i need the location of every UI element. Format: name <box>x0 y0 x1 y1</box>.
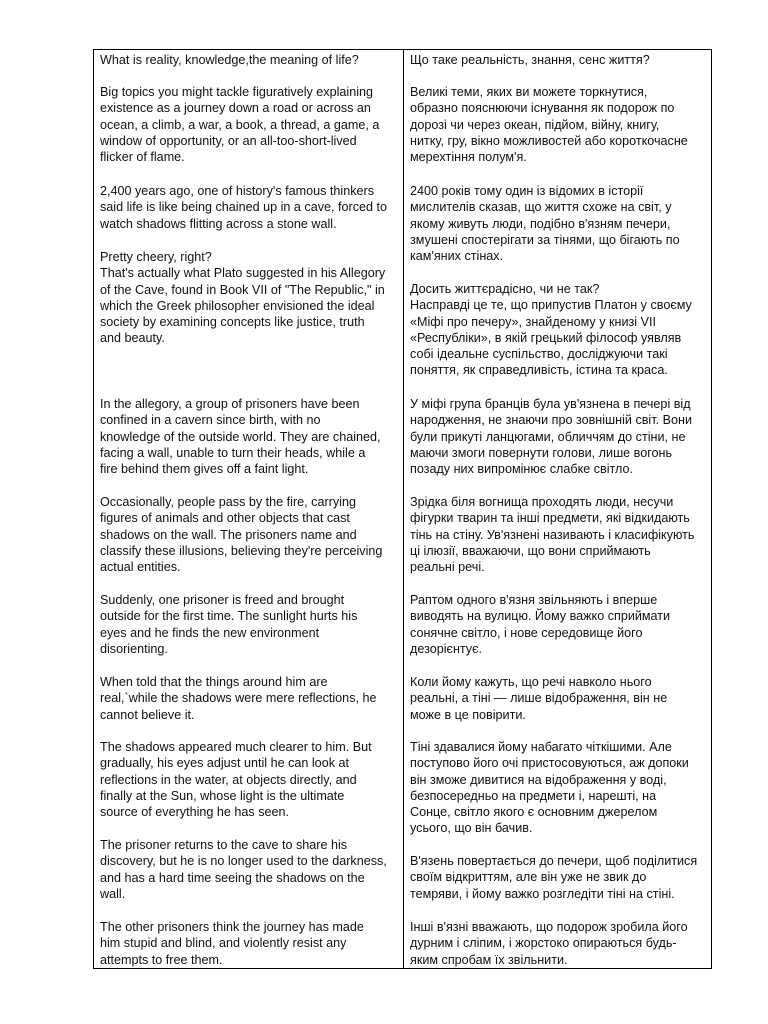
en-paragraph-10: The prisoner returns to the cave to share his discovery, but he is no longer used to the darkness, and has a hard time seeing the shadows on the wall. <box>100 838 387 901</box>
en-paragraph-11: The other prisoners think the journey has made him stupid and blind, and violently resist any attempts to free them. <box>100 920 364 967</box>
en-paragraph-9: The shadows appeared much clearer to him. But gradually, his eyes adjust until he can look at reflections in the water, at objects directly, and finally at the Sun, whose light is the ultimate source of everything he has seen. <box>100 740 372 820</box>
en-paragraph-4: Pretty cheery, right? That's actually what Plato suggested in his Allegory of the Cave, found in Book VII of "The Republic," in which the Greek philosopher envisioned the ideal society by examining concepts like justice, truth and beauty. <box>100 250 386 346</box>
en-paragraph-3: 2,400 years ago, one of history's famous thinkers said life is like being chained up in a cave, forced to watch shadows flitting across a stone wall. <box>100 184 388 231</box>
uk-paragraph-6: Зрідка біля вогнища проходять люди, несучи фігурки тварин та інші предмети, які відкидають тінь на стіну. Ув'язнені називають і класифікують ці ілюзії, вважаючи, що вони сприймають реальні речі. <box>410 495 695 575</box>
en-paragraph-5: In the allegory, a group of prisoners have been confined in a cavern since birth, with no knowledge of the outside world. They are chained, facing a wall, unable to turn their heads, while a fire behind them gives off a faint light. <box>100 397 381 477</box>
bilingual-table <box>93 49 712 969</box>
uk-paragraph-2: Великі теми, яких ви можете торкнутися, образно пояснюючи існування як подорож по дорозі чи через океан, підйом, війну, книгу, нитку, гру, вікно можливостей або короткочасне мерехтіння полум'я. <box>410 85 688 165</box>
ukrainian-column <box>404 50 711 968</box>
en-paragraph-2: Big topics you might tackle figuratively explaining existence as a journey down a road or across an ocean, a climb, a war, a book, a thread, a game, a window of opportunity, or an all-too-short-lived flicker of flame. <box>100 85 380 165</box>
en-paragraph-6: Occasionally, people pass by the fire, carrying figures of animals and other objects that cast shadows on the wall. The prisoners name and classify these illusions, believing they're perceiving actual entities. <box>100 495 383 575</box>
uk-paragraph-7: Раптом одного в'язня звільняють і вперше виводять на вулицю. Йому важко сприймати сонячне світло, і нове середовище його дезорієнтує. <box>410 593 671 656</box>
uk-paragraph-8: Коли йому кажуть, що речі навколо нього реальні, а тіні — лише відображення, він не може в це повірити. <box>410 675 668 722</box>
uk-paragraph-3: 2400 років тому один із відомих в історії мислителів сказав, що життя схоже на світ, у якому живуть люди, подібно в'язням печери, змушені спостерігати за тінями, що бігають по кам'яних стінах. <box>410 184 680 264</box>
uk-paragraph-9: Тіні здавалися йому набагато чіткішими. Але поступово його очі пристосовуються, аж допоки він зможе дивитися на відображення у воді, безпосередньо на предмети і, нарешті, на Сонце, світло якого є основним джерелом усього, що він бачив. <box>410 740 689 836</box>
uk-paragraph-10: В'язень повертається до печери, щоб поділитися своїм відкриттям, але він уже не звик до темряви, і йому важко розгледіти тіні на стіні. <box>410 854 698 901</box>
uk-paragraph-5: У міфі група бранців була ув'язнена в печері від народження, не знаючи про зовнішній світ. Вони були прикуті ланцюгами, обличчям до стіни, не маючи змоги повернути голови, лише вогонь позаду них випромінює слабке світло. <box>410 397 692 477</box>
english-column <box>94 50 404 968</box>
en-paragraph-1: What is reality, knowledge,the meaning of life? <box>100 53 359 67</box>
en-paragraph-8: When told that the things around him are real,`while the shadows were mere reflections, he cannot believe it. <box>100 675 377 722</box>
uk-paragraph-4: Досить життєрадісно, чи не так? Насправді це те, що припустив Платон у своєму «Міфі про печеру», знайденому у книзі VII «Республіки», в якій грецький філософ уявляв собі ідеальне суспільство, досліджуючи такі поняття, як справедливість, істина та краса. <box>410 282 692 378</box>
en-paragraph-7: Suddenly, one prisoner is freed and brought outside for the first time. The sunlight hurts his eyes and he finds the new environment disorienting. <box>100 593 358 656</box>
uk-paragraph-11: Інші в'язні вважають, що подорож зробила його дурним і сліпим, і жорстоко опираються будь- яким спробам їх звільнити. <box>410 920 688 967</box>
uk-paragraph-1: Що таке реальність, знання, сенс життя? <box>410 53 650 67</box>
